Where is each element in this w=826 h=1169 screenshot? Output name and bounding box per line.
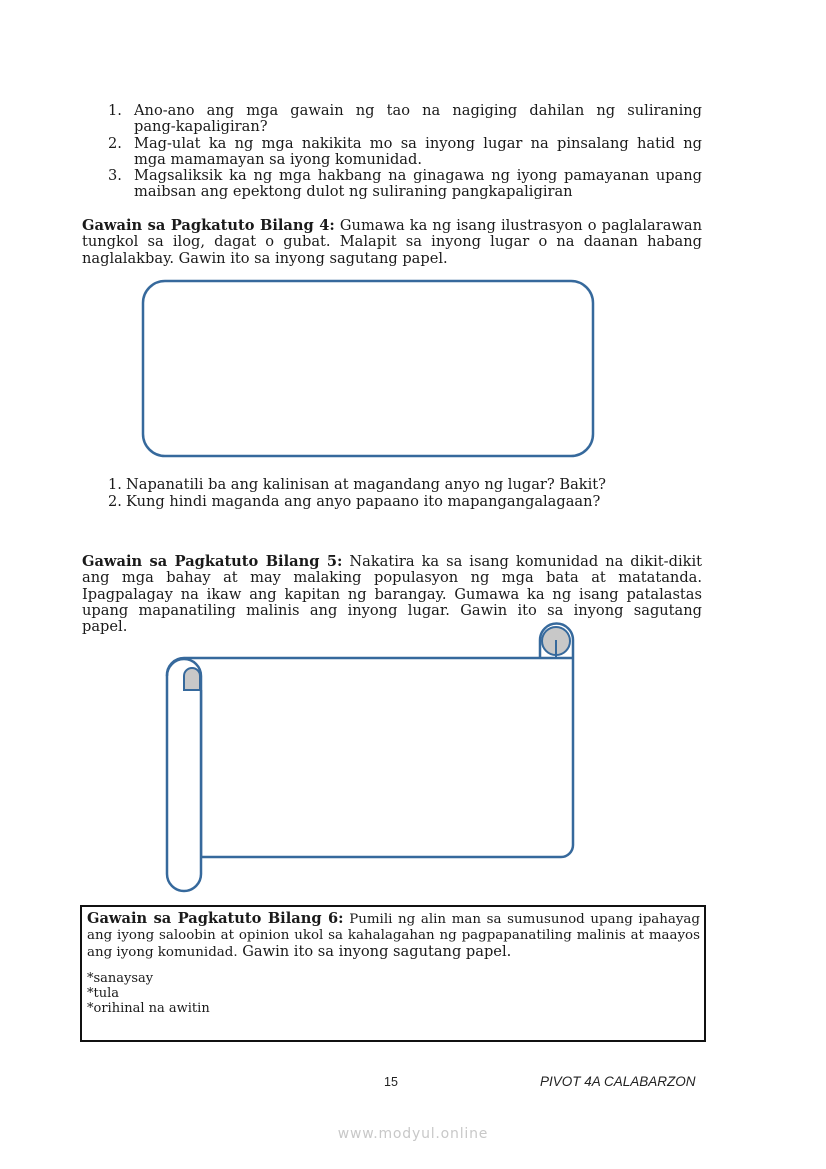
activity-6-text: ang iyong komunidad. [87, 945, 238, 960]
list-item: *sanaysay [87, 971, 154, 986]
page-number: 15 [384, 1075, 398, 1089]
list-number: 1. [108, 102, 122, 119]
activity-4-text: tungkol sa ilog, dagat o gubat. Malapit sa inyong lugar o na daanan habang [82, 233, 702, 251]
activity-5-text: Ipagpalagay na ikaw ang kapitan ng barangay. Gumawa ka ng isang patalastas [82, 585, 702, 603]
activity-5-text: ang mga bahay at may malaking populasyon ng mga bata at matatanda. [82, 569, 702, 587]
activity-5-text: papel. [82, 618, 128, 636]
scroll-answer-frame [167, 624, 573, 892]
activity-4-title: Gawain sa Pagkatuto Bilang 4: [82, 217, 335, 234]
list-text-line: maibsan ang epektong dulot ng suliraning pangkapaligiran [134, 183, 573, 201]
list-item: *orihinal na awitin [87, 1001, 210, 1016]
list-item: *tula [87, 986, 120, 1001]
activity-4-text: Gumawa ka ng isang ilustrasyon o paglalarawan [334, 217, 702, 234]
activity-6-box [80, 905, 706, 1042]
activity-5-text: Nakatira ka sa isang komunidad na dikit-dikit [342, 553, 702, 570]
list-number: 2. [108, 134, 122, 152]
list-text: Napanatili ba ang kalinisan at magandang anyo ng lugar? Bakit? [126, 476, 606, 493]
watermark: www.modyul.online [337, 1126, 489, 1142]
list-number: 1. [108, 476, 122, 493]
activity-6-text: Gawin ito sa inyong sagutang papel. [237, 943, 512, 960]
activity-6-text: ang iyong saloobin at opinion ukol sa kahalagahan ng pagpapanatiling malinis at maayos [87, 928, 700, 943]
scroll-curl-top-left [184, 668, 200, 690]
footer-label: PIVOT 4A CALABARZON [540, 1074, 696, 1089]
list-text-line: Magsaliksik ka ng mga hakbang na ginagawa ng iyong pamayanan upang [134, 167, 702, 185]
illustration-answer-box [143, 281, 593, 456]
list-number: 2. [108, 493, 122, 510]
list-text: Kung hindi maganda ang anyo papaano ito mapangangalagaan? [126, 493, 601, 510]
activity-5-text: upang mapanatiling malinis ang inyong lugar. Gawin ito sa inyong sagutang [82, 601, 702, 619]
list-text-line: pang-kapaligiran? [134, 118, 268, 136]
list-text-line: mga mamamayan sa iyong komunidad. [134, 150, 422, 168]
activity-5-title: Gawain sa Pagkatuto Bilang 5: [82, 553, 343, 570]
list-text-line: Mag-ulat ka ng mga nakikita mo sa inyong lugar na pinsalang hatid ng [134, 134, 702, 152]
activity-6-text: Pumili ng alin man sa sumusunod upang ipahayag [343, 912, 700, 927]
list-number: 3. [108, 167, 122, 185]
activity-6-options [87, 971, 700, 1016]
list-text-line: Ano-ano ang mga gawain ng tao na nagiging dahilan ng suliraning [134, 102, 702, 119]
activity-6-title: Gawain sa Pagkatuto Bilang 6: [87, 910, 344, 927]
activity-4-text: naglalakbay. Gawin ito sa inyong sagutang papel. [82, 249, 448, 267]
